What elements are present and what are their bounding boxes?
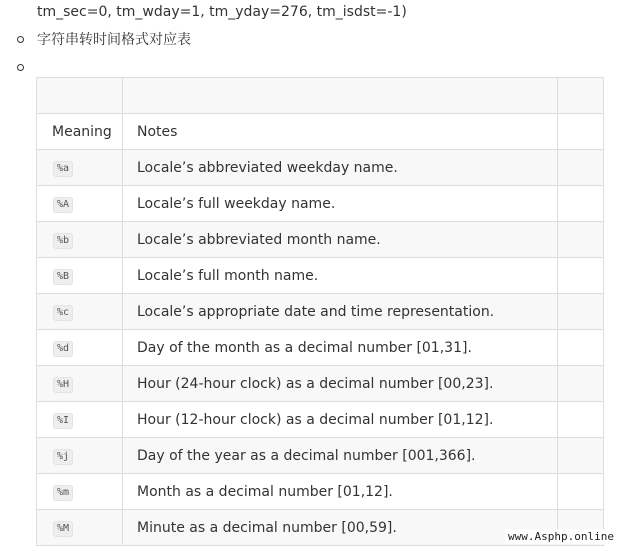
table-row	[37, 150, 604, 186]
directive-code: %m	[53, 485, 73, 501]
table-row	[37, 222, 604, 258]
directive-code: %a	[53, 161, 73, 177]
column-header-meaning: Meaning	[37, 114, 123, 150]
table-row	[37, 366, 604, 402]
table-row	[37, 294, 604, 330]
directive-code: %M	[53, 521, 73, 537]
directive-description: Hour (12-hour clock) as a decimal number [01,12].	[123, 402, 558, 438]
directive-description: Day of the month as a decimal number [01,31].	[123, 330, 558, 366]
directive-description: Month as a decimal number [01,12].	[123, 474, 558, 510]
directive-code: %c	[53, 305, 73, 321]
table-row	[37, 438, 604, 474]
directive-description: Hour (24-hour clock) as a decimal number [00,23].	[123, 366, 558, 402]
directive-description: Locale’s full month name.	[123, 258, 558, 294]
column-header-empty	[558, 114, 604, 150]
directive-code: %B	[53, 269, 73, 285]
struct-time-output-line: tm_sec=0, tm_wday=1, tm_yday=276, tm_isdst=-1)	[37, 4, 407, 20]
directive-description: Locale’s abbreviated weekday name.	[123, 150, 558, 186]
table-empty-header-row	[37, 78, 604, 114]
directive-code: %j	[53, 449, 73, 465]
column-header-notes: Notes	[123, 114, 558, 150]
list-bullet-icon	[17, 64, 24, 71]
format-directive-table	[36, 77, 604, 546]
table-row	[37, 402, 604, 438]
site-watermark: www.Asphp.online	[505, 529, 617, 544]
directive-code: %d	[53, 341, 73, 357]
directive-description: Day of the year as a decimal number [001,366].	[123, 438, 558, 474]
directive-description: Locale’s full weekday name.	[123, 186, 558, 222]
list-bullet-icon	[17, 36, 24, 43]
table-header-row	[37, 114, 604, 150]
directive-description: Locale’s appropriate date and time representation.	[123, 294, 558, 330]
directive-code: %H	[53, 377, 73, 393]
directive-code: %A	[53, 197, 73, 213]
list-item-heading: 字符串转时间格式对应表	[37, 32, 191, 48]
directive-code: %b	[53, 233, 73, 249]
table-row	[37, 330, 604, 366]
table-row	[37, 186, 604, 222]
table-row	[37, 258, 604, 294]
directive-description: Locale’s abbreviated month name.	[123, 222, 558, 258]
table-row	[37, 474, 604, 510]
directive-code: %I	[53, 413, 73, 429]
directive-description: Minute as a decimal number [00,59].	[123, 510, 558, 546]
